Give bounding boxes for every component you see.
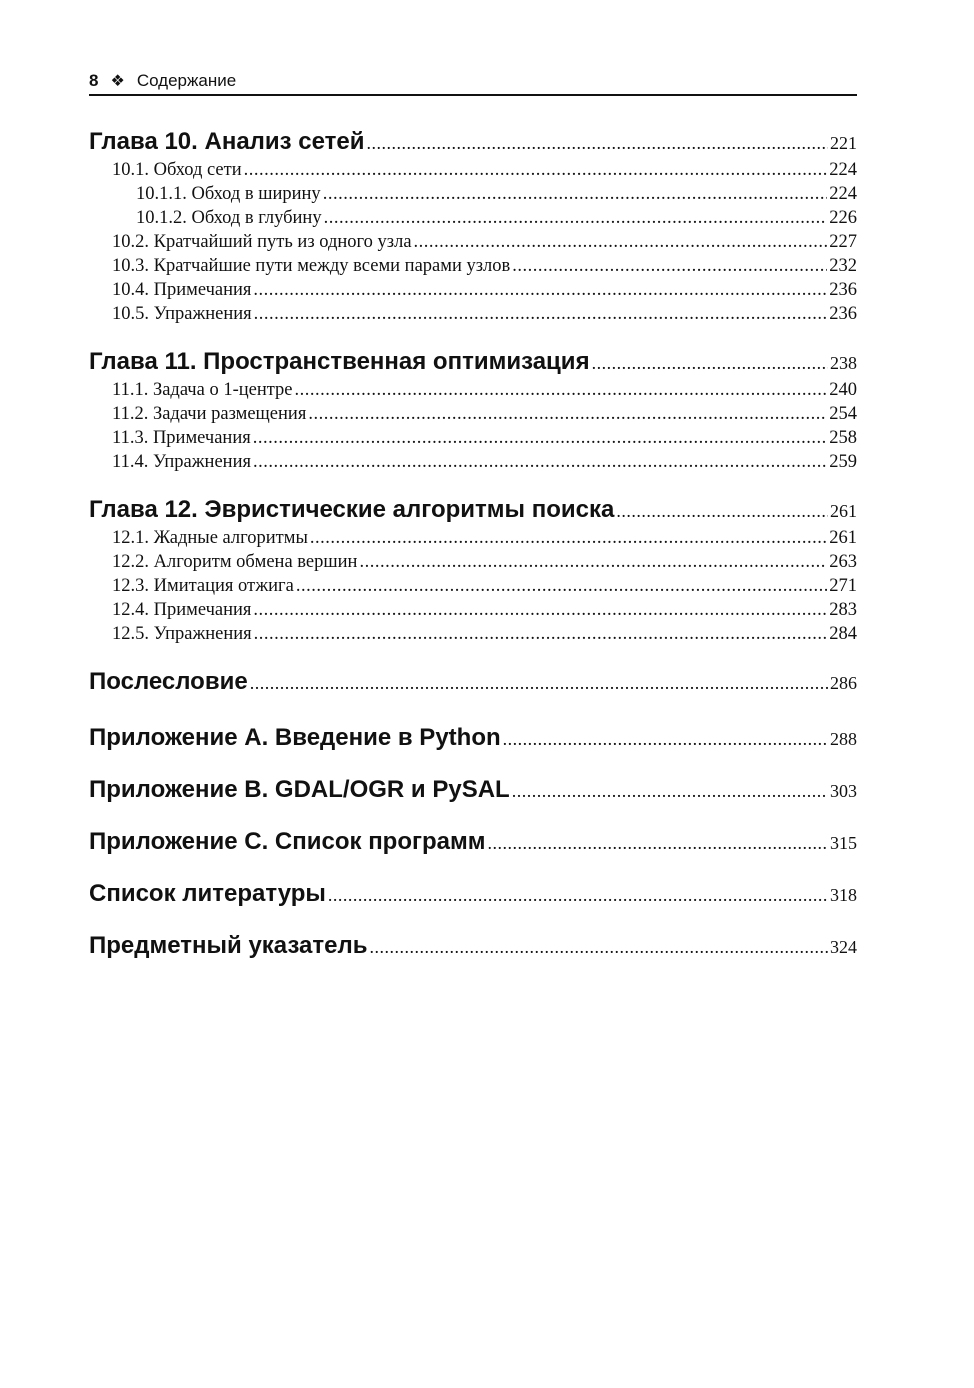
toc-entry-label: 10.4. Примечания — [112, 280, 252, 300]
dot-leader — [254, 622, 828, 646]
ornament-icon: ❖ — [110, 73, 125, 90]
toc-entry-page: 226 — [829, 208, 857, 228]
toc-entry-page: 224 — [829, 160, 857, 180]
toc-entry-label: Предметный указатель — [89, 932, 368, 959]
toc-entry-page: 224 — [829, 184, 857, 204]
toc-entry-page: 324 — [830, 937, 857, 957]
toc-entry-label: Глава 11. Пространственная оптимизация — [89, 348, 590, 375]
toc-entry-label: 11.1. Задача о 1-центре — [112, 380, 293, 400]
toc-bibliography[interactable] — [89, 880, 857, 910]
header-title: Содержание — [136, 71, 237, 90]
toc-section-10-5[interactable] — [89, 302, 857, 326]
toc-entry-page: 236 — [829, 304, 857, 324]
toc-subsection-10-1-1[interactable] — [89, 182, 857, 206]
toc-entry-page: 227 — [829, 232, 857, 252]
dot-leader — [359, 550, 827, 574]
dot-leader — [370, 937, 828, 958]
dot-leader — [253, 426, 828, 450]
dot-leader — [323, 182, 828, 206]
toc-subsection-10-1-2[interactable] — [89, 206, 857, 230]
toc-section-11-4[interactable] — [89, 450, 857, 474]
toc-chapter-12[interactable] — [89, 496, 857, 526]
toc-entry-page: 232 — [829, 256, 857, 276]
toc-entry-label: 10.3. Кратчайшие пути между всеми парами узлов — [112, 256, 511, 276]
dot-leader — [296, 574, 827, 598]
toc-entry-page: 315 — [830, 833, 857, 853]
toc-entry-page: 261 — [830, 501, 857, 521]
toc-entry-page: 259 — [829, 452, 857, 472]
toc-entry-label: 10.1. Обход сети — [112, 160, 242, 180]
toc-entry-page: 286 — [830, 673, 857, 693]
dot-leader — [512, 781, 828, 802]
toc-afterword[interactable] — [89, 668, 857, 698]
toc-entry-label: Приложение A. Введение в Python — [89, 724, 501, 751]
toc-entry-page: 236 — [829, 280, 857, 300]
toc-section-12-5[interactable] — [89, 622, 857, 646]
toc-entry-page: 261 — [829, 528, 857, 548]
toc-entry-page: 303 — [830, 781, 857, 801]
toc-entry-label: Послесловие — [89, 668, 248, 695]
toc-entry-label: 10.5. Упражнения — [112, 304, 252, 324]
dot-leader — [503, 729, 828, 750]
dot-leader — [414, 230, 828, 254]
toc-entry-label: 11.2. Задачи размещения — [112, 404, 307, 424]
toc-entry-page: 221 — [830, 133, 857, 153]
toc-appendix-b[interactable] — [89, 776, 857, 806]
toc-entry-label: Глава 12. Эвристические алгоритмы поиска — [89, 496, 615, 523]
toc-entry-label: Приложение B. GDAL/OGR и PySAL — [89, 776, 510, 803]
toc-entry-label: 12.2. Алгоритм обмена вершин — [112, 552, 358, 572]
toc-chapter-11[interactable] — [89, 348, 857, 378]
toc-entry-page: 284 — [829, 624, 857, 644]
toc-section-10-3[interactable] — [89, 254, 857, 278]
dot-leader — [328, 885, 828, 906]
dot-leader — [488, 833, 828, 854]
toc-entry-label: Глава 10. Анализ сетей — [89, 128, 365, 155]
toc-entry-label: 11.3. Примечания — [112, 428, 251, 448]
toc-appendix-c[interactable] — [89, 828, 857, 858]
toc-section-11-2[interactable] — [89, 402, 857, 426]
dot-leader — [616, 501, 828, 522]
header-page-number: 8 — [89, 71, 99, 90]
toc-entry-label: 12.5. Упражнения — [112, 624, 252, 644]
toc-section-11-3[interactable] — [89, 426, 857, 450]
toc-section-12-2[interactable] — [89, 550, 857, 574]
dot-leader — [295, 378, 828, 402]
dot-leader — [367, 133, 829, 154]
toc-entry-label: 10.1.1. Обход в ширину — [136, 184, 321, 204]
toc-entry-label: Приложение C. Список программ — [89, 828, 486, 855]
running-header — [89, 68, 857, 96]
dot-leader — [250, 673, 828, 694]
toc-section-10-2[interactable] — [89, 230, 857, 254]
toc-entry-label: 12.3. Имитация отжига — [112, 576, 294, 596]
toc-section-10-4[interactable] — [89, 278, 857, 302]
dot-leader — [592, 353, 828, 374]
toc-entry-page: 263 — [829, 552, 857, 572]
dot-leader — [253, 450, 827, 474]
toc-entry-label: 10.2. Кратчайший путь из одного узла — [112, 232, 412, 252]
toc-entry-page: 240 — [829, 380, 857, 400]
dot-leader — [512, 254, 827, 278]
dot-leader — [324, 206, 828, 230]
toc-appendix-a[interactable] — [89, 724, 857, 754]
toc-entry-label: 12.1. Жадные алгоритмы — [112, 528, 308, 548]
toc-index[interactable] — [89, 932, 857, 962]
dot-leader — [253, 278, 827, 302]
toc-chapter-10[interactable] — [89, 128, 857, 158]
dot-leader — [310, 526, 827, 550]
table-of-contents — [89, 120, 857, 962]
toc-entry-page: 258 — [829, 428, 857, 448]
toc-section-10-1[interactable] — [89, 158, 857, 182]
toc-entry-label: 11.4. Упражнения — [112, 452, 251, 472]
toc-entry-page: 288 — [830, 729, 857, 749]
toc-entry-label: 12.4. Примечания — [112, 600, 252, 620]
dot-leader — [244, 158, 828, 182]
toc-entry-page: 271 — [829, 576, 857, 596]
toc-section-11-1[interactable] — [89, 378, 857, 402]
toc-entry-page: 283 — [829, 600, 857, 620]
toc-section-12-4[interactable] — [89, 598, 857, 622]
toc-entry-label: Список литературы — [89, 880, 326, 907]
dot-leader — [308, 402, 827, 426]
toc-entry-page: 238 — [830, 353, 857, 373]
toc-entry-page: 254 — [829, 404, 857, 424]
toc-entry-page: 318 — [830, 885, 857, 905]
toc-section-12-3[interactable] — [89, 574, 857, 598]
dot-leader — [254, 302, 828, 326]
toc-entry-label: 10.1.2. Обход в глубину — [136, 208, 322, 228]
dot-leader — [253, 598, 827, 622]
toc-section-12-1[interactable] — [89, 526, 857, 550]
